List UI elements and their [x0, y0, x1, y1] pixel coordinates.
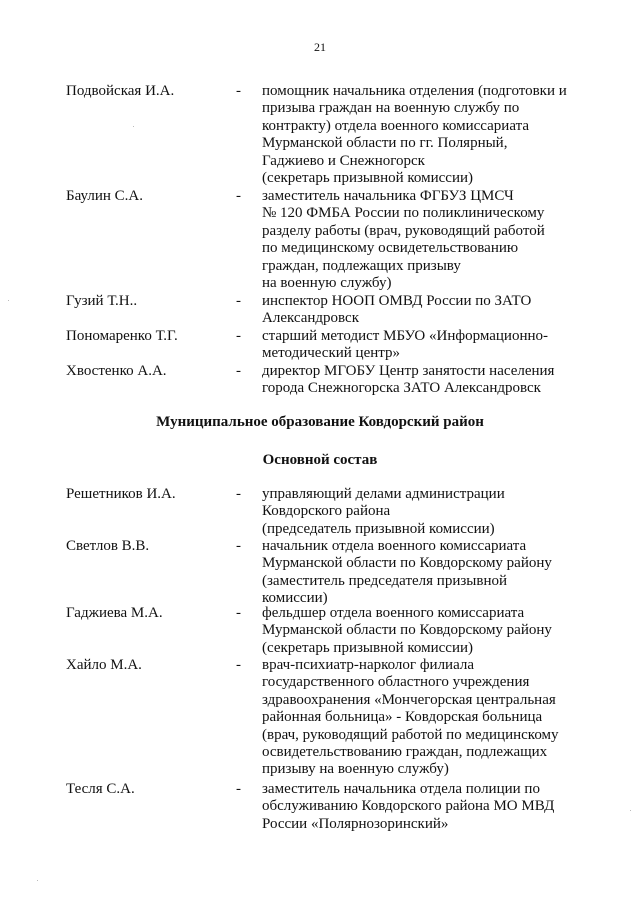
member-name: Решетников И.А. [66, 486, 176, 502]
member-name: Тесля С.А. [66, 781, 135, 797]
member-role: старший методист МБУО «Информационно- методический центр» [262, 328, 548, 362]
member-dash: - [236, 188, 241, 204]
member-name: Подвойская И.А. [66, 83, 175, 99]
member-dash: - [236, 781, 241, 797]
member-dash: - [236, 363, 241, 379]
subsection-title: Основной состав [262, 452, 378, 468]
member-role: помощник начальника отделения (подготовки и призыва граждан на военную службу по контракту) отдела военного комиссариата Мурманской области по гг. Полярный, Гаджиево и Снежногорск (секретарь призывной комиссии) [262, 83, 567, 187]
scan-speck [630, 810, 631, 811]
member-name: Баулин С.А. [66, 188, 143, 204]
member-name: Гузий Т.Н.. [66, 293, 138, 309]
member-role: заместитель начальника ФГБУЗ ЦМСЧ № 120 ФМБА России по поликлиническому разделу работы (врач, руководящий работой по медицинскому освидетельствованию граждан, подлежащих призыву на военную службу) [262, 188, 545, 292]
scan-speck [37, 880, 38, 881]
member-name: Хайло М.А. [66, 657, 142, 673]
member-role: директор МГОБУ Центр занятости населения города Снежногорска ЗАТО Александровск [262, 363, 555, 397]
member-name: Светлов В.В. [66, 538, 150, 554]
member-name: Хвостенко А.А. [66, 363, 167, 379]
member-role: заместитель начальника отдела полиции по обслуживанию Ковдорского района МО МВД России «Полярнозоринский» [262, 781, 555, 832]
member-dash: - [236, 486, 241, 502]
scan-speck [133, 126, 134, 127]
page-number: 21 [314, 40, 326, 54]
member-role: инспектор НООП ОМВД России по ЗАТО Александровск [262, 293, 532, 327]
member-dash: - [236, 538, 241, 554]
member-dash: - [236, 605, 241, 621]
member-dash: - [236, 293, 241, 309]
member-name: Пономаренко Т.Г. [66, 328, 178, 344]
member-name: Гаджиева М.А. [66, 605, 163, 621]
member-role: начальник отдела военного комиссариата Мурманской области по Ковдорскому району (заместитель председателя призывной комиссии) [262, 538, 552, 607]
section-title: Муниципальное образование Ковдорский район [156, 414, 484, 430]
member-dash: - [236, 83, 241, 99]
member-role: врач-психиатр-нарколог филиала государственного областного учреждения здравоохранения «Мончегорская центральная районная больница» - Ковдорская больница (врач, руководящий работой по медицинскому освидетельствованию граждан, подлежащих призыву на военную службу) [262, 657, 559, 778]
member-role: фельдшер отдела военного комиссариата Мурманской области по Ковдорскому району (секретарь призывной комиссии) [262, 605, 552, 656]
scan-speck [8, 300, 9, 301]
member-dash: - [236, 657, 241, 673]
member-dash: - [236, 328, 241, 344]
member-role: управляющий делами администрации Ковдорского района (председатель призывной комиссии) [262, 486, 505, 537]
